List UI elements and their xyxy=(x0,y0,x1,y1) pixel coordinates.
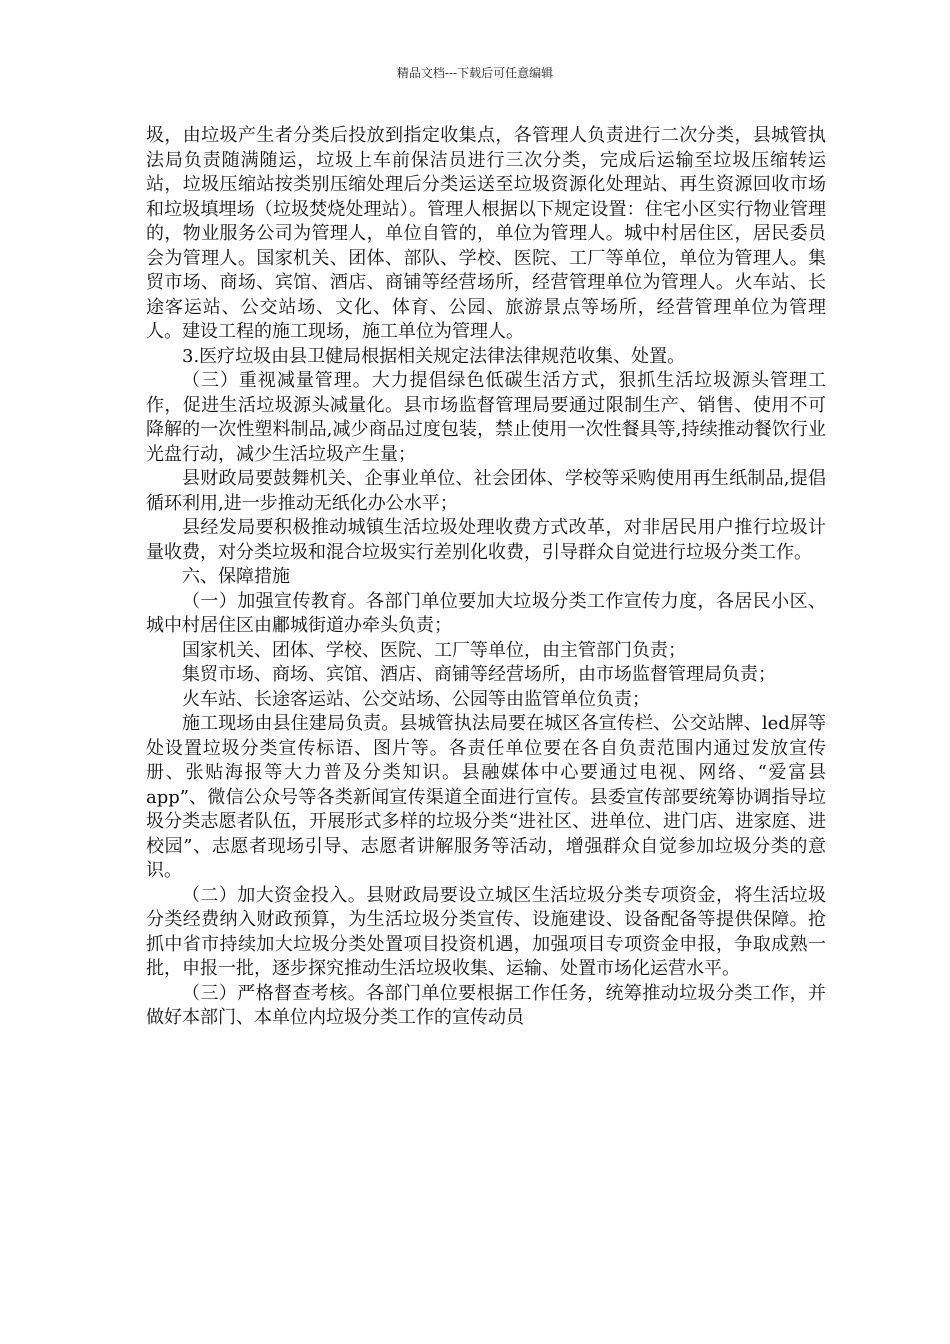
paragraph: 集贸市场、商场、宾馆、酒店、商铺等经营场所，由市场监督管理局负责； xyxy=(182,664,776,685)
paragraph: 国家机关、团体、学校、医院、工厂等单位，由主管部门负责； xyxy=(182,639,686,661)
section-heading: 六、保障措施 xyxy=(182,566,290,587)
paragraph: （二）加大资金投入。县财政局要设立城区生活垃圾分类专项资金，将生活垃圾分类经费纳入财政预算，为生活垃圾分类宣传、设施建设、设备配备等提供保障。抢抓中省市持续加大垃圾分类处置项目投资机遇，加强项目专项资金申报，争取成熟一批，申报一批，逐步探究推动生活垃圾收集、运输、处置市场化运营水平。 xyxy=(146,884,826,979)
document-body xyxy=(146,124,826,1031)
paragraph: 施工现场由县住建局负责。县城管执法局要在城区各宣传栏、公交站牌、led屏等处设置垃圾分类宣传标语、图片等。各责任单位要在各自负责范围内通过发放宣传册、张贴海报等大力普及分类知识。县融媒体中心要通过电视、网络、“爱富县app”、微信公众号等各类新闻宣传渠道全面进行宣传。县委宣传部要统筹协调指导垃圾分类志愿者队伍，开展形式多样的垃圾分类“进社区、进单位、进门店、进家庭、进校园”、志愿者现场引导、志愿者讲解服务等活动，增强群众自觉参加垃圾分类的意识。 xyxy=(146,713,826,881)
page-header: 精品文档---下载后可任意编辑 xyxy=(396,66,554,80)
paragraph: 县财政局要鼓舞机关、企事业单位、社会团体、学校等采购使用再生纸制品,提倡循环利用,进一步推动无纸化办公水平； xyxy=(146,468,826,514)
paragraph: （三）重视减量管理。大力提倡绿色低碳生活方式，狠抓生活垃圾源头管理工作，促进生活垃圾源头减量化。县市场监督管理局要通过限制生产、销售、使用不可降解的一次性塑料制品,减少商品过度包装，禁止使用一次性餐具等,持续推动餐饮行业光盘行动，减少生活垃圾产生量； xyxy=(146,370,826,465)
paragraph: 火车站、长途客运站、公交站场、公园等由监管单位负责； xyxy=(182,688,650,710)
paragraph: 县经发局要积极推动城镇生活垃圾处理收费方式改革，对非居民用户推行垃圾计量收费，对分类垃圾和混合垃圾实行差别化收费，引导群众自觉进行垃圾分类工作。 xyxy=(146,517,826,563)
paragraph: （三）严格督查考核。各部门单位要根据工作任务，统筹推动垃圾分类工作，并做好本部门、本单位内垃圾分类工作的宣传动员 xyxy=(146,982,826,1028)
paragraph: 圾，由垃圾产生者分类后投放到指定收集点，各管理人负责进行二次分类，县城管执法局负责随满随运，垃圾上车前保洁员进行三次分类，完成后运输至垃圾压缩转运站，垃圾压缩站按类别压缩处理后分类运送至垃圾资源化处理站、再生资源回收市场和垃圾填埋场（垃圾焚烧处理站）。管理人根据以下规定设置：住宅小区实行物业管理的，物业服务公司为管理人，单位自管的，单位为管理人。城中村居住区，居民委员会为管理人。国家机关、团体、部队、学校、医院、工厂等单位，单位为管理人。集贸市场、商场、宾馆、酒店、商铺等经营场所，经营管理单位为管理人。火车站、长途客运站、公交站场、文化、体育、公园、旅游景点等场所，经营管理单位为管理人。建设工程的施工现场，施工单位为管理人。 xyxy=(146,125,826,342)
paragraph: 3.医疗垃圾由县卫健局根据相关规定法律法律规范收集、处置。 xyxy=(182,345,686,367)
paragraph: （一）加强宣传教育。各部门单位要加大垃圾分类工作宣传力度，各居民小区、城中村居住区由鄘城街道办牵头负责； xyxy=(146,590,826,636)
